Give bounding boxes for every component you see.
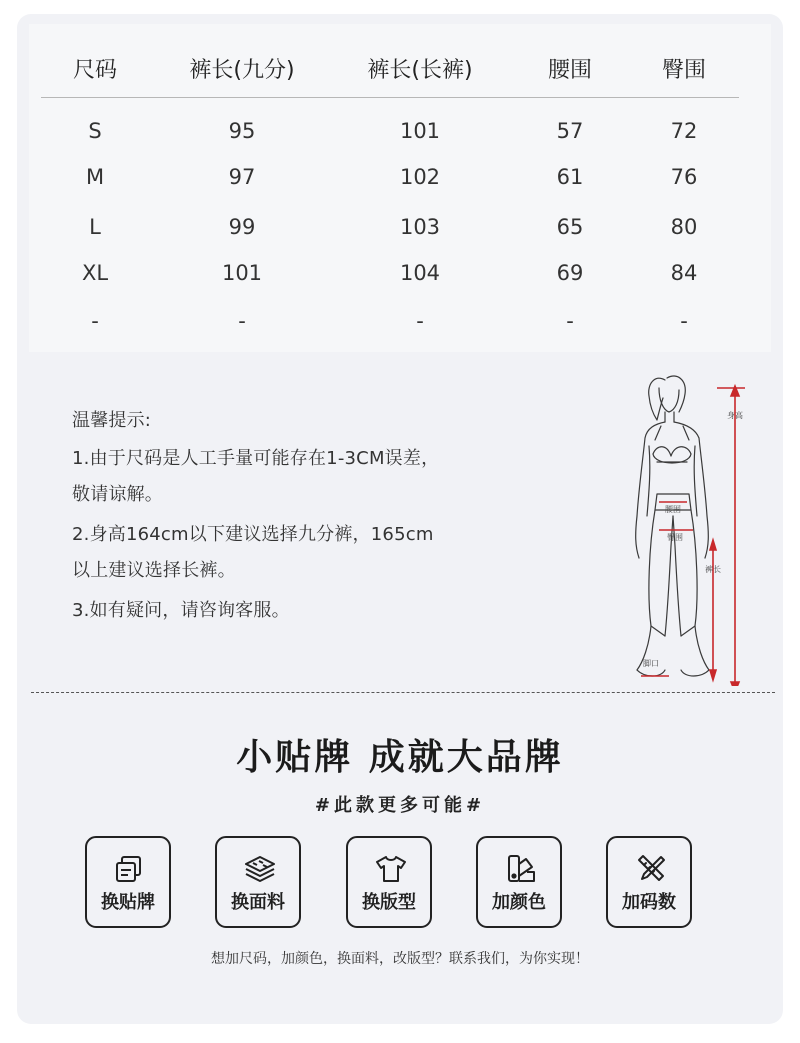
feature-change-pattern[interactable] <box>346 836 432 928</box>
feature-add-sizes[interactable] <box>606 836 692 928</box>
header-hip: 臀围 <box>661 58 706 83</box>
promo-slogan: 小贴牌 成就大品牌 <box>236 737 564 778</box>
color-swatch-icon <box>505 854 537 884</box>
hip-cell: 80 <box>670 215 698 239</box>
table-row <box>29 212 771 242</box>
full-length-cell: - <box>416 309 424 333</box>
ruler-pencil-icon <box>635 854 667 884</box>
header-cropped-length: 裤长(九分) <box>189 58 295 83</box>
full-length-cell: 102 <box>399 165 441 189</box>
full-length-cell: 101 <box>399 119 441 143</box>
cropped-length-cell: 101 <box>221 261 263 285</box>
woman-silhouette-icon <box>613 366 763 686</box>
size-cell: S <box>88 119 102 143</box>
table-row <box>29 162 771 192</box>
hip-cell: 76 <box>670 165 698 189</box>
waist-cell: - <box>566 309 574 333</box>
waist-cell: 69 <box>556 261 584 285</box>
tip-line: 3.如有疑问，请咨询客服。 <box>72 600 290 621</box>
feature-label: 加码数 <box>622 892 676 913</box>
tip-line: 敬请谅解。 <box>72 484 163 505</box>
cropped-length-cell: 97 <box>228 165 256 189</box>
feature-label: 换面料 <box>231 892 285 913</box>
tips-title: 温馨提示: <box>72 410 152 431</box>
tip-line: 1.由于尺码是人工手量可能存在1-3CM误差， <box>72 448 440 469</box>
length-label: 裤长 <box>705 565 721 574</box>
feature-label: 换贴牌 <box>101 892 155 913</box>
hip-cell: - <box>680 309 688 333</box>
fabric-layers-icon <box>244 854 276 884</box>
cropped-length-cell: 99 <box>228 215 256 239</box>
size-cell: - <box>91 309 99 333</box>
waist-label: 腰围 <box>665 505 681 514</box>
label-tag-icon <box>114 854 146 884</box>
size-chart-panel <box>29 24 771 352</box>
feature-label: 换版型 <box>362 892 416 913</box>
height-label: 身高 <box>727 411 743 420</box>
section-divider <box>31 692 775 693</box>
contact-footnote: 想加尺码，加颜色，换面料，改版型？联系我们，为你实现！ <box>211 951 589 967</box>
header-size: 尺码 <box>72 58 117 83</box>
size-cell: L <box>89 215 101 239</box>
feature-change-label[interactable] <box>85 836 171 928</box>
hip-cell: 84 <box>670 261 698 285</box>
full-length-cell: 104 <box>399 261 441 285</box>
feature-label: 加颜色 <box>492 892 546 913</box>
waist-cell: 57 <box>556 119 584 143</box>
feature-add-color[interactable] <box>476 836 562 928</box>
waist-cell: 61 <box>556 165 584 189</box>
promo-subtitle: #此款更多可能# <box>314 795 486 816</box>
feature-change-fabric[interactable] <box>215 836 301 928</box>
hem-label: 脚口 <box>643 659 659 668</box>
size-cell: XL <box>81 261 109 285</box>
measurement-figure <box>613 366 763 686</box>
header-waist: 腰围 <box>547 58 592 83</box>
size-table-header <box>29 56 771 86</box>
table-row <box>29 306 771 336</box>
cropped-length-cell: - <box>238 309 246 333</box>
header-divider <box>41 97 739 98</box>
table-row <box>29 258 771 288</box>
size-cell: M <box>85 165 105 189</box>
cropped-length-cell: 95 <box>228 119 256 143</box>
tshirt-icon <box>375 854 407 884</box>
header-full-length: 裤长(长裤) <box>367 58 473 83</box>
waist-cell: 65 <box>556 215 584 239</box>
hip-label: 臀围 <box>667 533 683 542</box>
content-card <box>17 14 783 1024</box>
table-row <box>29 116 771 146</box>
tip-line: 以上建议选择长裤。 <box>72 560 236 581</box>
tip-line: 2.身高164cm以下建议选择九分裤，165cm <box>72 524 434 545</box>
full-length-cell: 103 <box>399 215 441 239</box>
hip-cell: 72 <box>670 119 698 143</box>
